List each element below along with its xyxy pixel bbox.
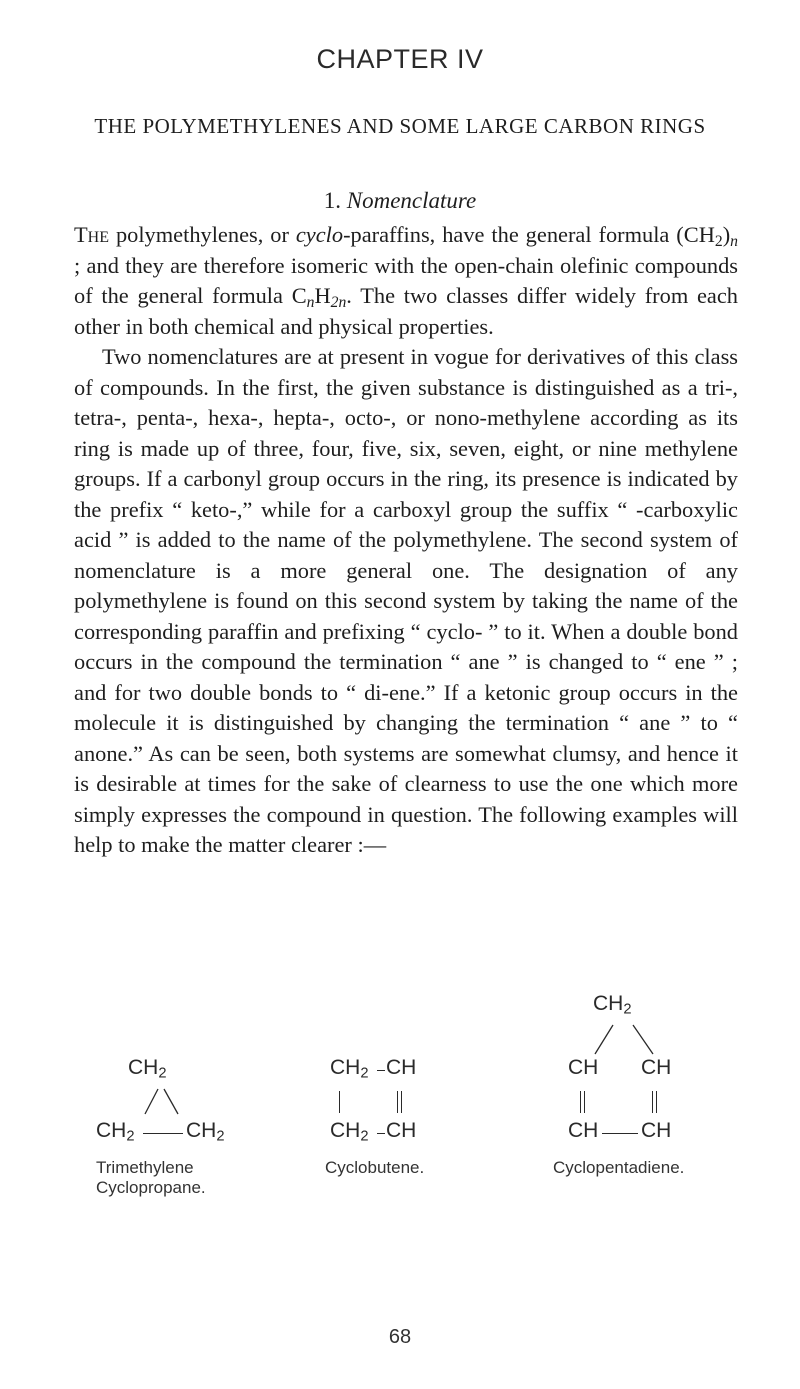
- lead-word: The: [74, 222, 110, 247]
- section-title: Nomenclature: [346, 188, 477, 213]
- cyclobutene-bottom-ch2: $CH_2$: [330, 1119, 369, 1145]
- cyclopentadiene-left-double-a: [580, 1091, 581, 1113]
- trimethylene-bonds: [120, 1086, 200, 1116]
- cyclopentadiene-right-double-a: [652, 1091, 653, 1113]
- paragraph-2: Two nomenclatures are at present in vogue for derivatives of this class of compounds. In the first, the given substance is distinguished as a tri-, tetra-, penta-, hexa-, hepta-, octo-, or nono-methylene according as its ring is made up of three, four, five, six, seven, eight, or nine methylene groups. If a carbonyl group occurs in the ring, its presence is indicated by the prefix “ keto-,” while for a carboxyl group the suffix “ -carboxylic acid ” is added to the name of the polymethylene. The second system of nomenclature is a more general one. The designation of any polymethylene is found on this second system by taking the name of the corresponding paraffin and prefixing “ cyclo- ” to it. When a double bond occurs in the compound the termination “ ane ” is changed to “ ene ” ; and for two double bonds to “ di-ene.” If a ketonic group occurs in the molecule it is distinguished by changing the termination “ ane ” to “ anone.” As can be seen, both systems are somewhat clumsy, and hence it is desirable at times for the sake of clearness to use the one which more simply expresses the compound in question. The following examples will help to make the matter clearer :—: [74, 344, 738, 857]
- caption-cyclopentadiene: Cyclopentadiene.: [553, 1158, 685, 1177]
- cyclobutene-top-bond: [377, 1070, 385, 1071]
- cyclopentadiene-bottom-right-ch: CH: [641, 1119, 672, 1142]
- p1-text-5: H: [314, 283, 331, 308]
- cyclopentadiene-top-ch2: $CH_2$: [593, 992, 632, 1018]
- p1-text-6: . The two classes differ widely from each other in both chemical and physical properties.: [74, 283, 738, 339]
- section-number: 1.: [323, 188, 342, 213]
- cyclobutene-double-bond-b: [401, 1091, 402, 1113]
- chapter-heading: CHAPTER IV: [316, 44, 484, 74]
- cyclopentadiene-left-double-b: [584, 1091, 585, 1113]
- cyclopentadiene-right-ch: CH: [641, 1056, 672, 1079]
- p1-text-2: -paraffins, have the general formula (CH: [343, 222, 715, 247]
- section-heading: [0, 188, 800, 214]
- trimethylene-top-ch2: $CH_2$: [128, 1056, 167, 1082]
- caption-cyclobutene: Cyclobutene.: [325, 1158, 425, 1177]
- caption-cyclopropane: Cyclopropane.: [96, 1178, 206, 1197]
- cyclobutene-top-ch2: $CH_2$: [330, 1056, 369, 1082]
- p1-sub-2n: 2n: [330, 293, 347, 311]
- cyclobutene-bottom-ch: CH: [386, 1119, 417, 1142]
- page-number: 68: [388, 1326, 412, 1348]
- cyclobutene-bottom-bond: [377, 1133, 385, 1134]
- p1-sub-n: n: [730, 232, 738, 250]
- p1-text-4: ; and they are therefore isomeric with the open-chain olefinic compounds of the general formula C: [74, 252, 738, 308]
- trimethylene-bottom-bond: [143, 1133, 183, 1134]
- p1-text-3: ): [722, 222, 731, 247]
- cyclopentadiene-bottom-bond: [602, 1133, 638, 1134]
- p1-cyclo: cyclo: [295, 222, 344, 247]
- cyclobutene-top-ch: CH: [386, 1056, 417, 1079]
- trimethylene-right-ch2: $CH_2$: [186, 1119, 225, 1145]
- p1-text-1: polymethylenes, or: [109, 222, 296, 247]
- body-text: [74, 220, 738, 861]
- caption-trimethylene: Trimethylene: [96, 1158, 194, 1177]
- paragraph-1: [74, 220, 738, 342]
- p1-sub-n-2: n: [306, 293, 315, 311]
- p1-sub-2: 2: [714, 232, 723, 250]
- cyclopentadiene-left-ch: CH: [568, 1056, 599, 1079]
- cyclobutene-left-single-bond: [339, 1091, 340, 1113]
- cyclobutene-double-bond-a: [397, 1091, 398, 1113]
- cyclopentadiene-right-double-b: [656, 1091, 657, 1113]
- cyclopentadiene-bonds: [575, 1022, 675, 1056]
- trimethylene-left-ch2: $CH_2$: [96, 1119, 135, 1145]
- chapter-title: THE POLYMETHYLENES AND SOME LARGE CARBON RINGS: [94, 114, 706, 138]
- cyclopentadiene-bottom-left-ch: CH: [568, 1119, 599, 1142]
